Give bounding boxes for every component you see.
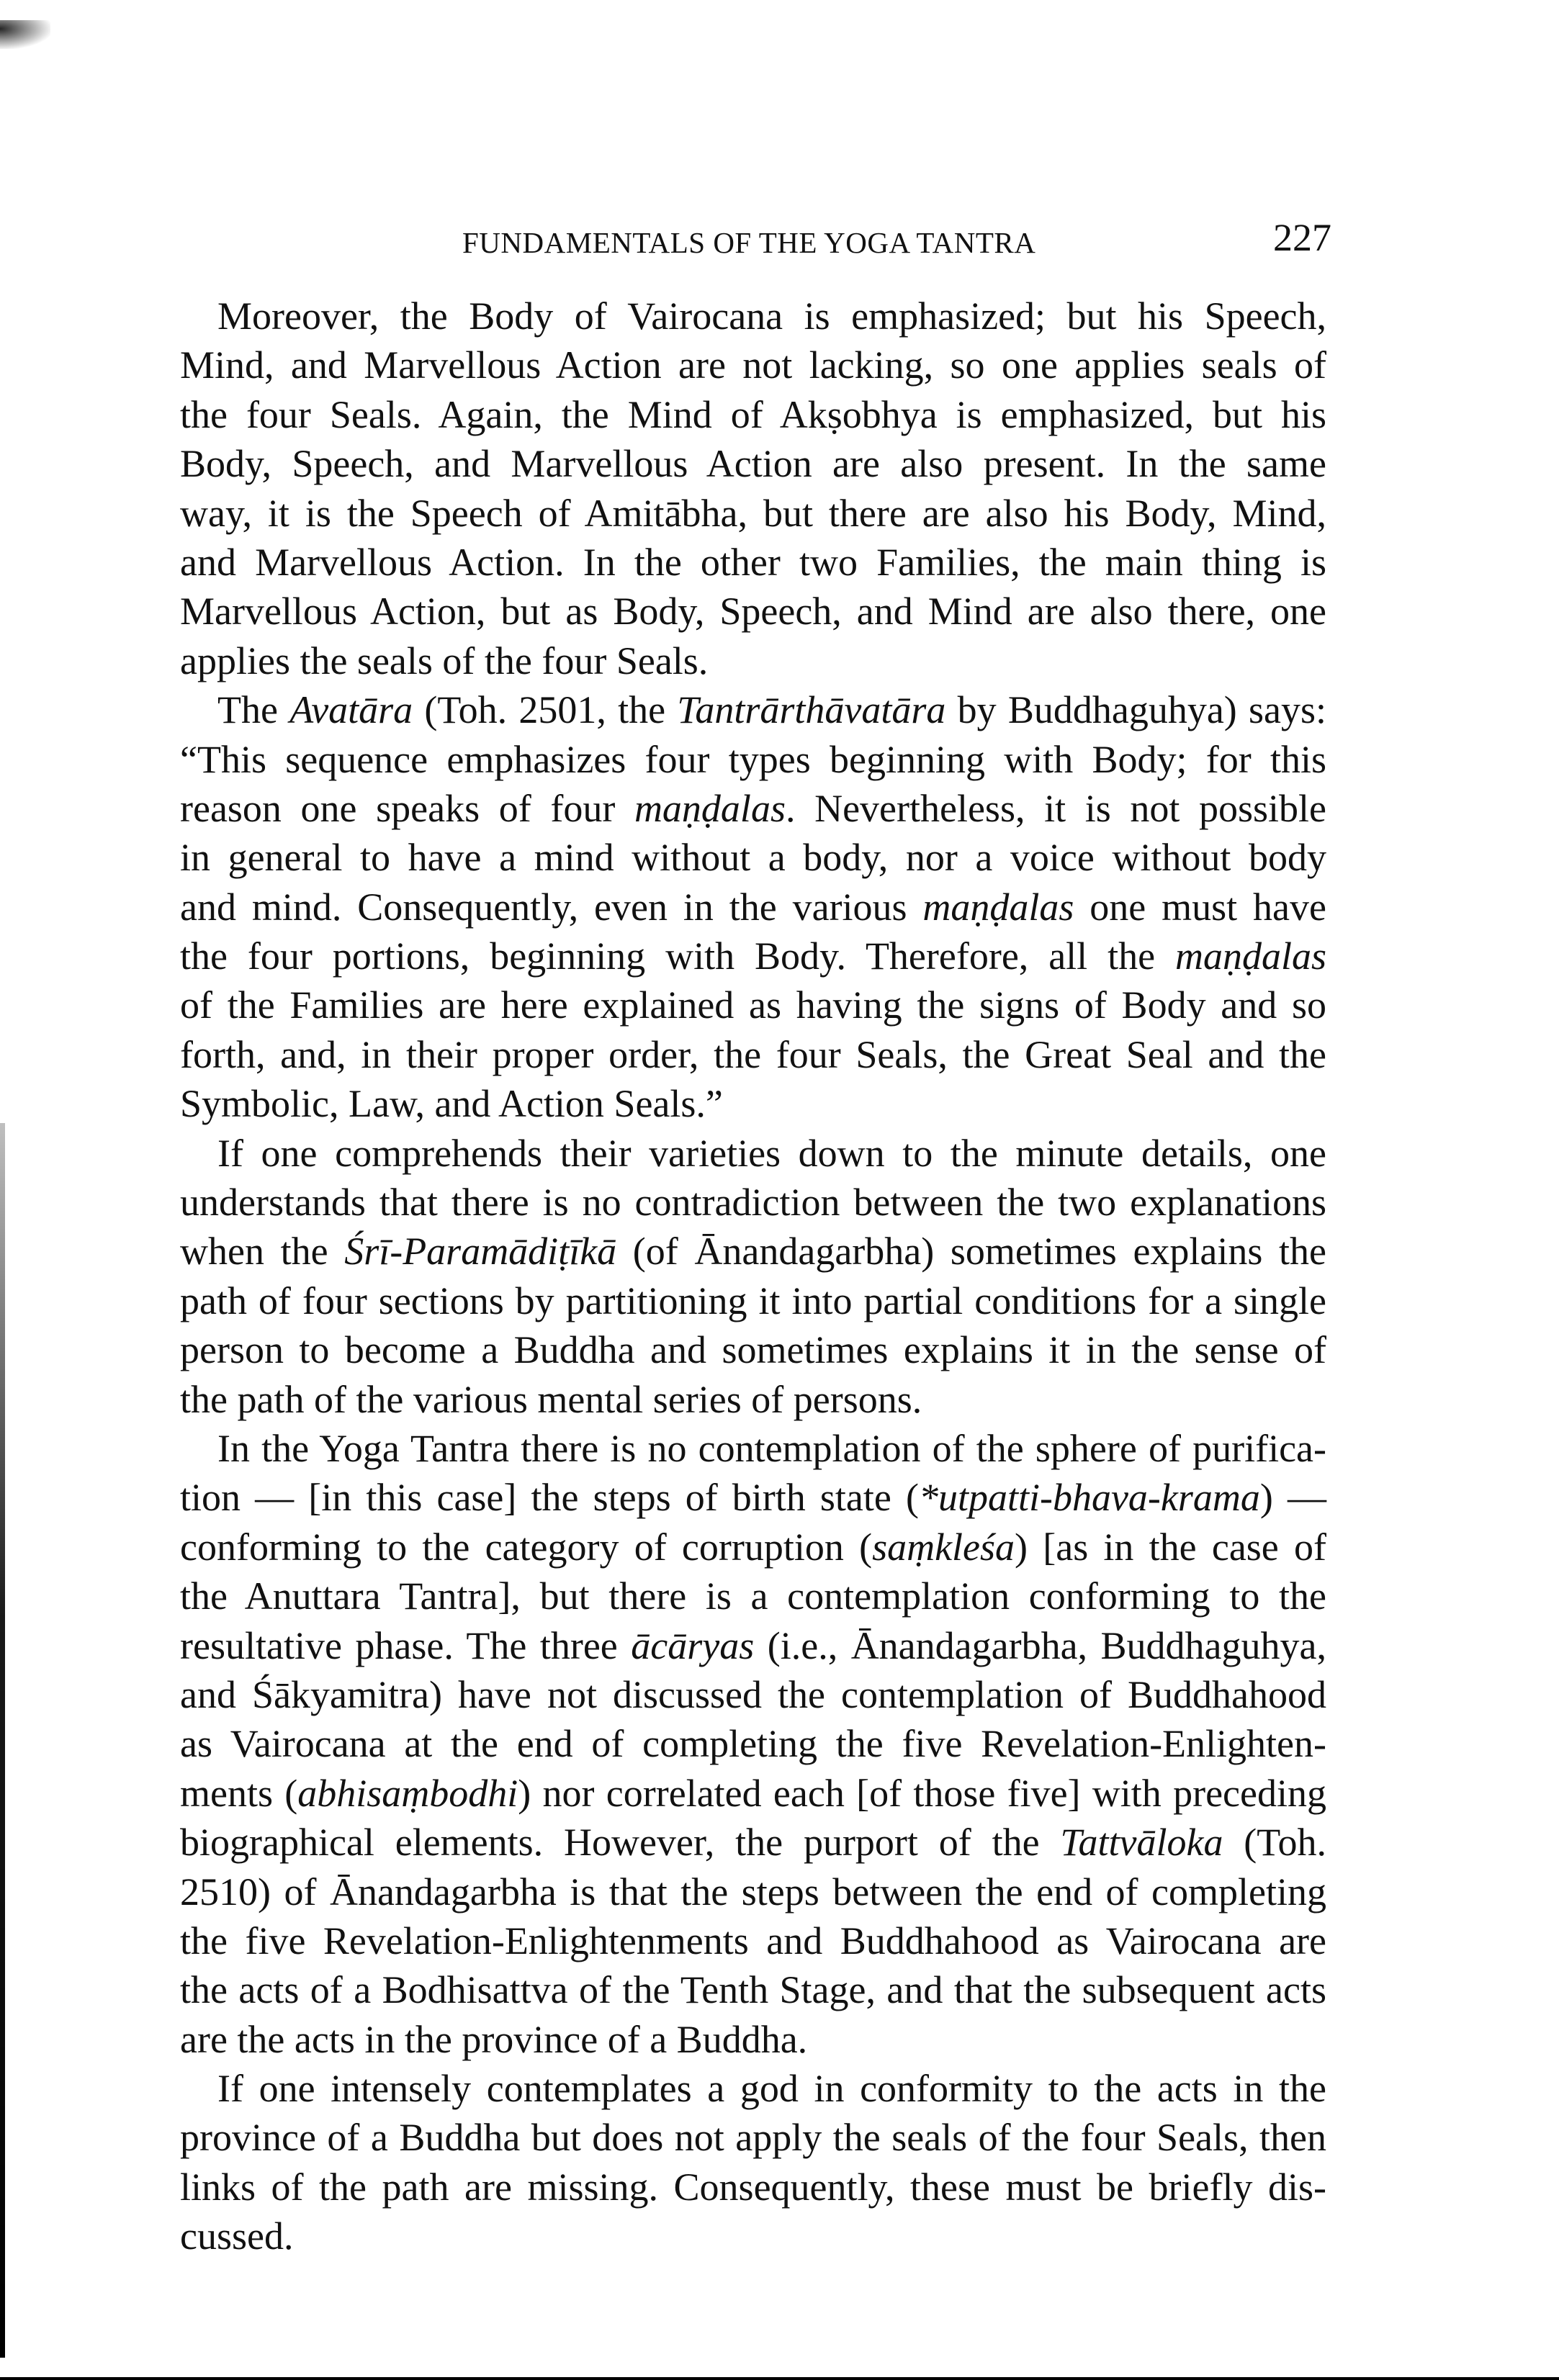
text-line: path of four sections by partitioning it into partial conditions for a single	[180, 1279, 1326, 1322]
text-line: and Marvellous Action. In the other two Families, the main thing is	[180, 540, 1326, 584]
text-line: forth, and, in their proper order, the four Seals, the Great Seal and the	[180, 1032, 1326, 1076]
text-line: the acts of a Bodhisattva of the Tenth Stage, and that the subsequent acts	[180, 1968, 1326, 2012]
italic-term: Tantrārthāvatāra	[677, 688, 946, 732]
paragraph-2	[180, 685, 1326, 1129]
text-line: are the acts in the province of a Buddha.	[180, 2017, 808, 2061]
text-line: Marvellous Action, but as Body, Speech, and Mind are also there, one	[180, 590, 1326, 634]
text-line: of the Families are here explained as having the signs of Body and so	[180, 983, 1326, 1027]
text-line: the four Seals. Again, the Mind of Akṣobhya is emphasized, but his	[180, 392, 1326, 436]
text-line: Body, Speech, and Marvellous Action are also present. In the same	[180, 442, 1326, 486]
text-line: Symbolic, Law, and Action Seals.”	[180, 1082, 723, 1126]
text-line: the five Revelation-Enlightenments and Buddhahood as Vairocana are	[180, 1919, 1326, 1962]
running-head: FUNDAMENTALS OF THE YOGA TANTRA	[462, 226, 1036, 259]
italic-term: Śrī-Paramādiṭīkā	[344, 1230, 617, 1274]
text-line: If one intensely contemplates a god in conformity to the acts in the	[217, 2067, 1326, 2111]
text-line: resultative phase. The three ācāryas (i.e., Ānandagarbha, Buddhaguhya,	[180, 1623, 1326, 1667]
text-line: and Śākyamitra) have not discussed the contemplation of Buddhahood	[180, 1672, 1326, 1716]
italic-term: maṇḍalas	[634, 786, 786, 830]
text-line: the path of the various mental series of persons.	[180, 1377, 922, 1421]
text-line: Moreover, the Body of Vairocana is emphasized; but his Speech,	[217, 294, 1326, 338]
text-line: the Anuttara Tantra], but there is a contemplation conforming to the	[180, 1574, 1326, 1618]
paragraph-1	[180, 292, 1326, 685]
paragraph-4	[180, 1424, 1326, 2064]
scan-artifact-left-edge	[0, 1123, 5, 2358]
text-line: “This sequence emphasizes four types beginning with Body; for this	[180, 737, 1326, 781]
italic-term: Tattvāloka	[1060, 1821, 1223, 1865]
text-line: The Avatāra (Toh. 2501, the Tantrārthāvatāra by Buddhaguhya) says:	[217, 688, 1327, 732]
text-line: cussed.	[180, 2214, 294, 2258]
text-line: way, it is the Speech of Amitābha, but there are also his Body, Mind,	[180, 491, 1326, 535]
italic-term: maṇḍalas	[922, 885, 1074, 929]
text-line: Mind, and Marvellous Action are not lacking, so one applies seals of	[180, 343, 1326, 387]
page-number: 227	[1273, 216, 1331, 259]
text-line: the four portions, beginning with Body. Therefore, all the maṇḍalas	[180, 934, 1326, 978]
italic-term: ācāryas	[631, 1623, 755, 1667]
text-line: as Vairocana at the end of completing the five Revelation-Enlighten-	[180, 1722, 1326, 1766]
text-line: 2510) of Ānandagarbha is that the steps between the end of completing	[180, 1870, 1326, 1914]
body-text	[180, 292, 1326, 2261]
paragraph-3	[180, 1129, 1326, 1424]
text-line: province of a Buddha but does not apply the seals of the four Seals, then	[180, 2116, 1326, 2160]
text-line: and mind. Consequently, even in the various maṇḍalas one must have	[180, 885, 1326, 929]
text-line: links of the path are missing. Consequently, these must be briefly dis-	[180, 2165, 1326, 2209]
italic-term: maṇḍalas	[1174, 934, 1326, 978]
paragraph-5	[180, 2064, 1326, 2261]
text-line: applies the seals of the four Seals.	[180, 639, 709, 682]
italic-term: Avatāra	[289, 688, 413, 732]
scan-artifact-bottom-edge	[0, 2377, 1559, 2380]
text-line: in general to have a mind without a body, nor a voice without body	[180, 836, 1326, 880]
text-line: reason one speaks of four maṇḍalas. Nevertheless, it is not possible	[180, 786, 1326, 830]
text-line: If one comprehends their varieties down to the minute details, one	[217, 1131, 1326, 1175]
text-line: tion — [in this case] the steps of birth state (*utpatti-bhava-krama) —	[180, 1476, 1327, 1520]
text-line: biographical elements. However, the purport of the Tattvāloka (Toh.	[180, 1821, 1326, 1865]
italic-term: saṃkleśa	[872, 1525, 1015, 1569]
italic-term: *utpatti-bhava-krama	[918, 1476, 1260, 1520]
scan-artifact-corner	[0, 20, 50, 49]
italic-term: abhisaṃbodhi	[297, 1771, 518, 1815]
text-line: person to become a Buddha and sometimes explains it in the sense of	[180, 1328, 1326, 1372]
text-line: when the Śrī-Paramādiṭīkā (of Ānandagarbha) sometimes explains the	[180, 1230, 1326, 1274]
text-line: conforming to the category of corruption (saṃkleśa) [as in the case of	[180, 1525, 1326, 1569]
text-line: understands that there is no contradiction between the two explanations	[180, 1181, 1326, 1225]
text-line: ments (abhisaṃbodhi) nor correlated each [of those five] with preceding	[180, 1771, 1326, 1815]
text-line: In the Yoga Tantra there is no contemplation of the sphere of purifica-	[217, 1426, 1326, 1470]
